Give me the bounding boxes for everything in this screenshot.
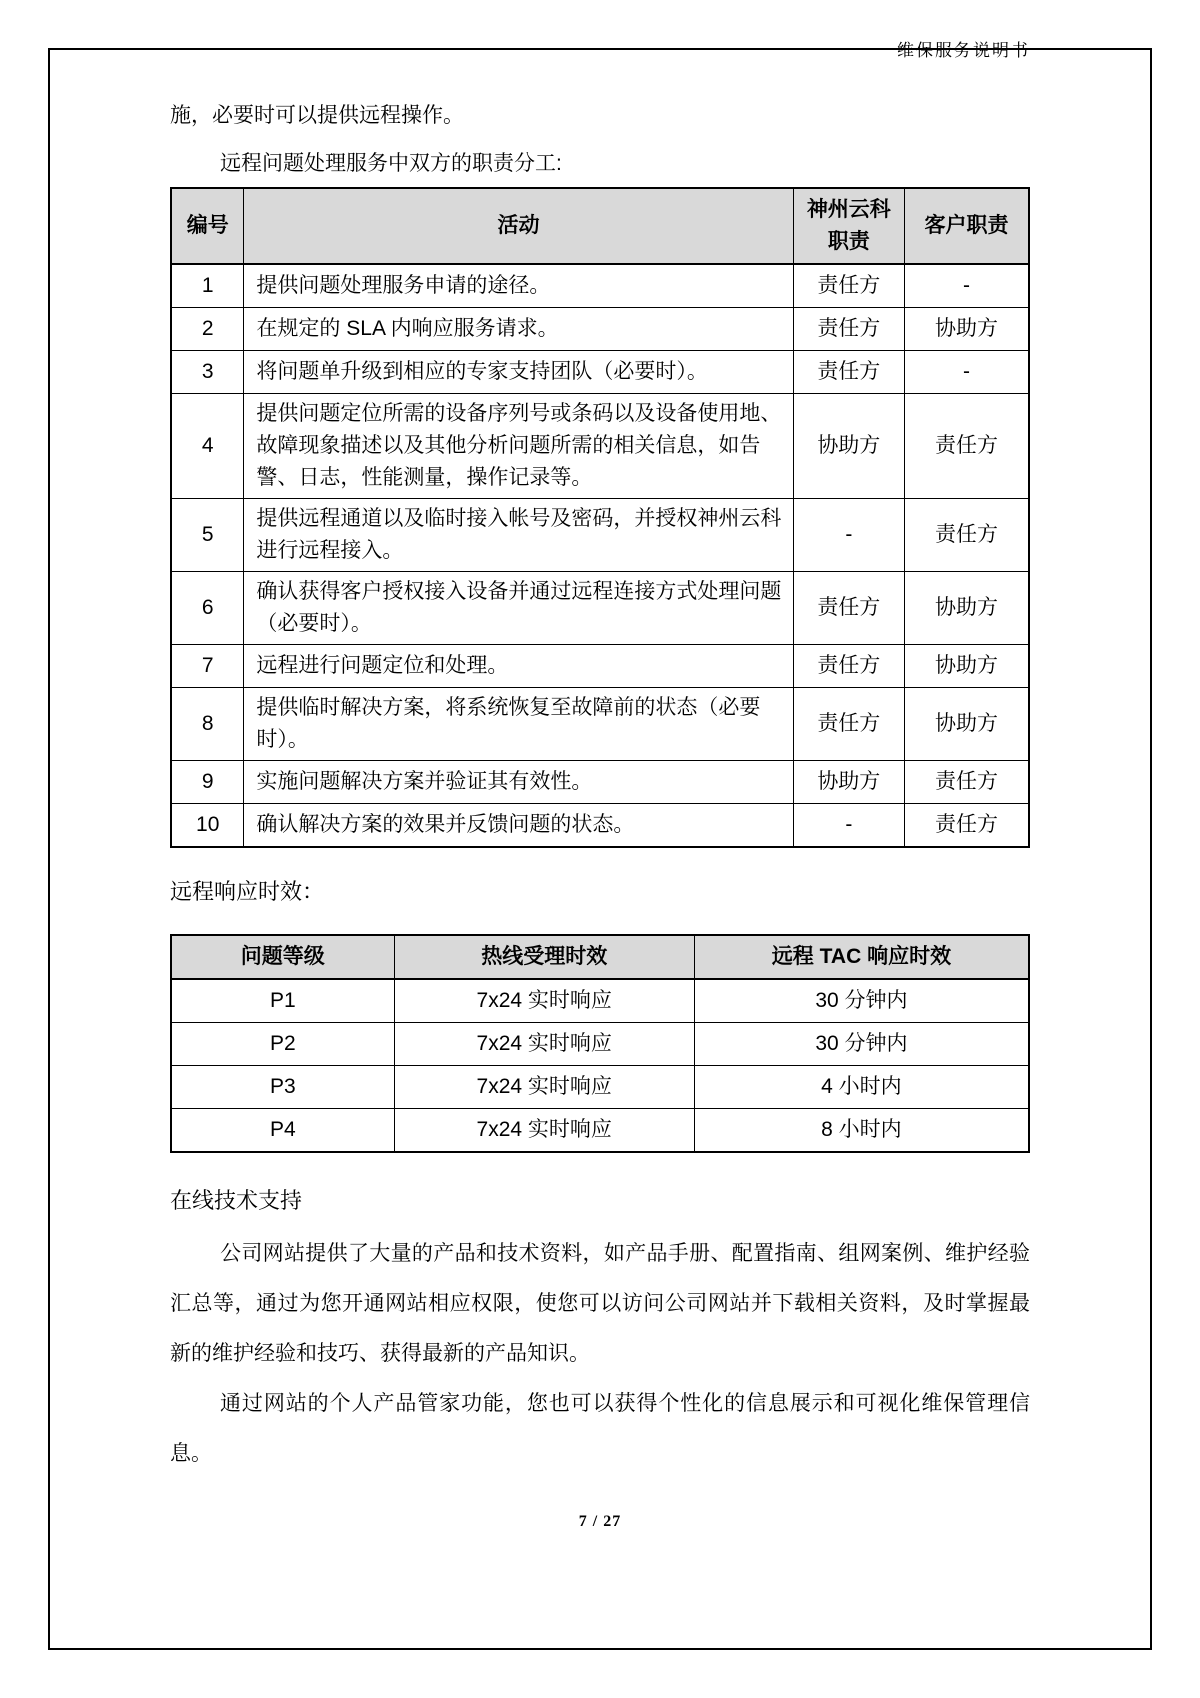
table-header-row xyxy=(171,935,1029,979)
cell-activity: 远程进行问题定位和处理。 xyxy=(244,645,793,688)
cell-customer: 责任方 xyxy=(905,804,1029,848)
cell-activity: 提供远程通道以及临时接入帐号及密码，并授权神州云科进行远程接入。 xyxy=(244,499,793,572)
table-row xyxy=(171,264,1029,308)
table-row xyxy=(171,499,1029,572)
cell-vendor: 协助方 xyxy=(793,394,905,499)
cell-number: 2 xyxy=(171,308,244,351)
table-header-row xyxy=(171,188,1029,264)
cell-activity: 提供临时解决方案，将系统恢复至故障前的状态（必要时）。 xyxy=(244,688,793,761)
section-heading-remote-response: 远程响应时效： xyxy=(170,879,325,904)
cell-vendor: 责任方 xyxy=(793,308,905,351)
section-heading-online-support: 在线技术支持 xyxy=(170,1188,303,1213)
cell-number: 5 xyxy=(171,499,244,572)
cell-level: P1 xyxy=(171,979,394,1023)
cell-number: 9 xyxy=(171,761,244,804)
cell-vendor: - xyxy=(793,804,905,848)
cell-customer: - xyxy=(905,264,1029,308)
cell-vendor: 责任方 xyxy=(793,645,905,688)
table-row xyxy=(171,804,1029,848)
header-cell-hotline-time: 热线受理时效 xyxy=(394,935,694,979)
cell-tac: 4 小时内 xyxy=(694,1066,1029,1109)
cell-vendor: 责任方 xyxy=(793,688,905,761)
cell-vendor: 责任方 xyxy=(793,572,905,645)
cell-activity: 实施问题解决方案并验证其有效性。 xyxy=(244,761,793,804)
cell-activity: 提供问题处理服务申请的途径。 xyxy=(244,264,793,308)
responsibilities-table-caption: 远程问题处理服务中双方的职责分工: xyxy=(220,152,562,175)
cell-customer: 责任方 xyxy=(905,499,1029,572)
table-row xyxy=(171,394,1029,499)
table-row xyxy=(171,351,1029,394)
cell-activity: 确认获得客户授权接入设备并通过远程连接方式处理问题（必要时）。 xyxy=(244,572,793,645)
cell-number: 10 xyxy=(171,804,244,848)
header-cell-number: 编号 xyxy=(171,188,244,264)
cell-activity: 提供问题定位所需的设备序列号或条码以及设备使用地、故障现象描述以及其他分析问题所需的相关信息，如告警、日志，性能测量，操作记录等。 xyxy=(244,394,793,499)
header-cell-problem-level: 问题等级 xyxy=(171,935,394,979)
cell-activity: 将问题单升级到相应的专家支持团队（必要时）。 xyxy=(244,351,793,394)
header-cell-vendor-responsibility: 神州云科职责 xyxy=(793,188,905,264)
intro-paragraph: 施，必要时可以提供远程操作。 xyxy=(170,104,464,127)
cell-level: P2 xyxy=(171,1023,394,1066)
cell-number: 8 xyxy=(171,688,244,761)
cell-customer: 协助方 xyxy=(905,572,1029,645)
cell-vendor: 责任方 xyxy=(793,351,905,394)
responsibilities-table xyxy=(170,187,1030,848)
table-row xyxy=(171,1109,1029,1153)
cell-tac: 30 分钟内 xyxy=(694,979,1029,1023)
cell-number: 3 xyxy=(171,351,244,394)
cell-vendor: 协助方 xyxy=(793,761,905,804)
document-header-title: 维保服务说明书 xyxy=(897,41,1030,60)
table-row xyxy=(171,572,1029,645)
cell-number: 6 xyxy=(171,572,244,645)
table-row xyxy=(171,1066,1029,1109)
response-times-table xyxy=(170,934,1030,1153)
cell-hotline: 7x24 实时响应 xyxy=(394,1023,694,1066)
cell-customer: 协助方 xyxy=(905,308,1029,351)
cell-customer: 责任方 xyxy=(905,761,1029,804)
cell-activity: 在规定的 SLA 内响应服务请求。 xyxy=(244,308,793,351)
table-row xyxy=(171,761,1029,804)
paragraph-online-support-2: 通过网站的个人产品管家功能，您也可以获得个性化的信息展示和可视化维保管理信息。 xyxy=(170,1392,1030,1465)
cell-tac: 8 小时内 xyxy=(694,1109,1029,1153)
cell-tac: 30 分钟内 xyxy=(694,1023,1029,1066)
cell-vendor: 责任方 xyxy=(793,264,905,308)
cell-vendor: - xyxy=(793,499,905,572)
cell-number: 7 xyxy=(171,645,244,688)
cell-customer: 责任方 xyxy=(905,394,1029,499)
cell-customer: 协助方 xyxy=(905,688,1029,761)
table-row xyxy=(171,1023,1029,1066)
cell-customer: 协助方 xyxy=(905,645,1029,688)
page-number: 7 / 27 xyxy=(578,1513,622,1530)
cell-number: 4 xyxy=(171,394,244,499)
cell-hotline: 7x24 实时响应 xyxy=(394,979,694,1023)
paragraph-online-support-1: 公司网站提供了大量的产品和技术资料，如产品手册、配置指南、组网案例、维护经验汇总等，通过为您开通网站相应权限，使您可以访问公司网站并下载相关资料，及时掌握最新的维护经验和技巧、获得最新的产品知识。 xyxy=(170,1242,1030,1365)
table-row xyxy=(171,979,1029,1023)
page-content xyxy=(170,0,1030,1531)
header-cell-activity: 活动 xyxy=(244,188,793,264)
table-row xyxy=(171,688,1029,761)
cell-level: P3 xyxy=(171,1066,394,1109)
header-cell-tac-response-time: 远程 TAC 响应时效 xyxy=(694,935,1029,979)
cell-hotline: 7x24 实时响应 xyxy=(394,1066,694,1109)
cell-activity: 确认解决方案的效果并反馈问题的状态。 xyxy=(244,804,793,848)
header-cell-customer-responsibility: 客户职责 xyxy=(905,188,1029,264)
cell-level: P4 xyxy=(171,1109,394,1153)
cell-number: 1 xyxy=(171,264,244,308)
table-row xyxy=(171,308,1029,351)
cell-customer: - xyxy=(905,351,1029,394)
cell-hotline: 7x24 实时响应 xyxy=(394,1109,694,1153)
table-row xyxy=(171,645,1029,688)
